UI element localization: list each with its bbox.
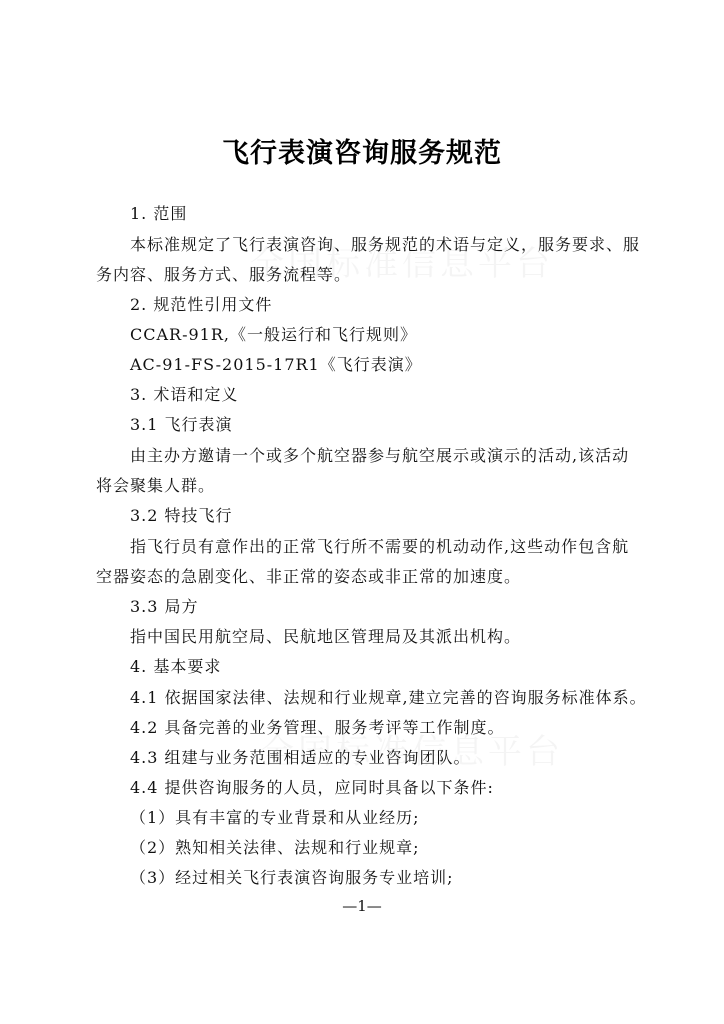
- requirement-line: 4.4 提供咨询服务的人员，应同时具备以下条件:: [130, 778, 494, 797]
- subsection-heading: 3.1 飞行表演: [130, 415, 233, 434]
- paragraph-line: 空器姿态的急剧变化、非正常的姿态或非正常的加速度。: [96, 567, 522, 586]
- requirement-line: 4.3 组建与业务范围相适应的专业咨询团队。: [130, 748, 471, 767]
- document-title: 飞行表演咨询服务规范: [222, 138, 502, 169]
- paragraph-line: 由主办方邀请一个或多个航空器参与航空展示或演示的活动,该活动: [130, 446, 630, 465]
- paragraph-line: 务内容、服务方式、服务流程等。: [96, 265, 352, 284]
- paragraph-line: 本标准规定了飞行表演咨询、服务规范的术语与定义，服务要求、服: [130, 235, 641, 254]
- requirement-line: 4.2 具备完善的业务管理、服务考评等工作制度。: [130, 718, 505, 737]
- list-item: （1）具有丰富的专业背景和从业经历;: [130, 808, 420, 827]
- section-heading: 2. 规范性引用文件: [130, 295, 273, 314]
- list-item: （2）熟知相关法律、法规和行业规章;: [130, 838, 420, 857]
- subsection-heading: 3.3 局方: [130, 597, 199, 616]
- section-heading: 3. 术语和定义: [130, 385, 239, 404]
- reference-line: CCAR-91R,《一般运行和飞行规则》: [130, 325, 417, 344]
- subsection-heading: 3.2 特技飞行: [130, 506, 233, 525]
- list-item: （3）经过相关飞行表演咨询服务专业培训;: [130, 868, 454, 887]
- section-heading: 1. 范围: [130, 204, 188, 223]
- page-number: —1—: [342, 897, 382, 915]
- requirement-line: 4.1 依据国家法律、法规和行业规章,建立完善的咨询服务标准体系。: [130, 688, 647, 707]
- section-heading: 4. 基本要求: [130, 657, 222, 676]
- paragraph-line: 指飞行员有意作出的正常飞行所不需要的机动动作,这些动作包含航: [130, 537, 630, 556]
- paragraph-line: 指中国民用航空局、民航地区管理局及其派出机构。: [130, 627, 522, 646]
- paragraph-line: 将会聚集人群。: [96, 476, 216, 495]
- reference-line: AC-91-FS-2015-17R1《飞行表演》: [130, 355, 422, 374]
